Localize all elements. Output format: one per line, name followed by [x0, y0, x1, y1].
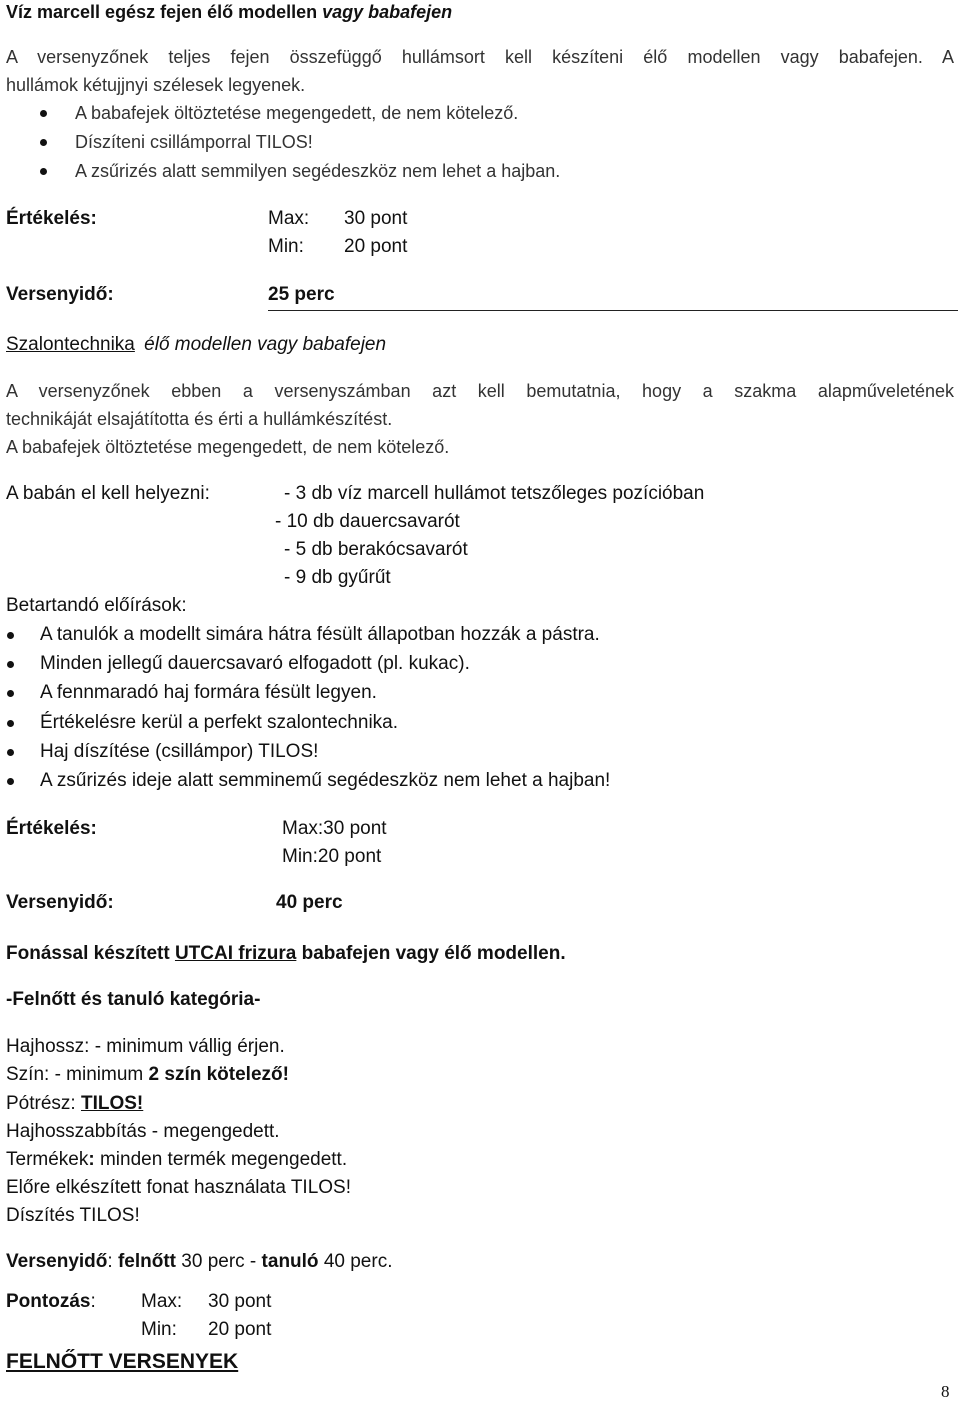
section3-title-underlined: UTCAI frizura [174, 943, 297, 964]
section1-max-value: 30 pont [344, 208, 408, 229]
section2-rule-6: A zsűrizés ideje alatt semminemű segédeszköz nem lehet a hajban! [40, 770, 611, 791]
section3-color-label: Szín: - minimum [6, 1064, 149, 1085]
section2-rule-2: Minden jellegű dauercsavaró elfogadott (pl. kukac). [40, 653, 470, 674]
section3-time-adult-value: 30 perc - [176, 1251, 262, 1272]
section1-title [6, 1, 452, 23]
section2-place-item-3: - 5 db berakócsavarót [284, 539, 468, 560]
section1-max-label: Max: [268, 208, 310, 229]
section2-place-label: A babán el kell helyezni: [6, 483, 210, 504]
section3-time-student-value: 40 perc. [318, 1251, 393, 1272]
section3-scoring-word: Pontozás [6, 1291, 91, 1312]
section3-max-label: Max: [141, 1291, 183, 1312]
section-divider [268, 310, 958, 311]
section2-time-value: 40 perc [276, 892, 343, 913]
section3-products-text: minden termék megengedett. [94, 1149, 348, 1170]
section3-title-part1: Fonással készített [6, 943, 175, 964]
section2-title-main: Szalontechnika [6, 334, 135, 355]
section3-prepared-braid: Előre elkészített fonat használata TILOS! [6, 1177, 352, 1198]
section2-place-item-1: - 3 db víz marcell hullámot tetszőleges pozícióban [284, 483, 705, 504]
section3-category: -Felnőtt és tanuló kategória- [6, 989, 261, 1010]
section1-bullet-3: A zsűrizés alatt semmilyen segédeszköz nem lehet a hajban. [75, 161, 561, 181]
section2-rules-label: Betartandó előírások: [6, 595, 187, 616]
section3-hair-length: Hajhossz: - minimum vállig érjen. [6, 1036, 285, 1057]
section2-title-italic: élő modellen vagy babafejen [144, 334, 387, 355]
page-number: 8 [941, 1382, 950, 1401]
section2-rule-4: Értékelésre kerül a perfekt szalontechnika. [40, 712, 399, 733]
bullet-icon [7, 749, 14, 756]
section3-color [6, 1063, 289, 1087]
section1-para-line2: hullámok kétujjnyi szélesek legyenek. [6, 75, 306, 95]
section1-bullet-2: Díszíteni csillámporral TILOS! [75, 132, 313, 152]
bullet-icon [40, 139, 47, 146]
section2-para-line2: technikáját elsajátította és érti a hullámkészítést. [6, 409, 393, 429]
section3-max-value: 30 pont [208, 1291, 272, 1312]
section3-title [6, 942, 566, 966]
bullet-icon [7, 690, 14, 697]
bullet-icon [7, 661, 14, 668]
section3-products [6, 1148, 347, 1172]
section1-time-value: 25 perc [268, 284, 335, 305]
section3-scoring-colon: : [90, 1291, 96, 1312]
section2-place-item-2: - 10 db dauercsavarót [275, 511, 460, 532]
section2-para-line1: A versenyzőnek ebben a versenyszámban azt kell bemutatnia, hogy a szakma alapműveletének [6, 381, 954, 401]
section2-time-label: Versenyidő: [6, 892, 114, 913]
section3-color-required: 2 szín kötelező! [148, 1064, 289, 1085]
section1-title-italic: vagy babafejen [322, 2, 453, 22]
section2-place-item-4: - 9 db gyűrűt [284, 567, 391, 588]
section2-rule-5: Haj díszítése (csillámpor) TILOS! [40, 741, 319, 762]
section1-time-label: Versenyidő: [6, 284, 114, 305]
section1-min-value: 20 pont [344, 236, 408, 257]
section3-min-label: Min: [141, 1319, 177, 1340]
bullet-icon [40, 110, 47, 117]
section3-decoration: Díszítés TILOS! [6, 1205, 140, 1226]
section1-para-line1: A versenyzőnek teljes fejen összefüggő hullámsort kell készíteni élő modellen vagy babafejen. A [6, 47, 954, 67]
section2-title [6, 333, 386, 357]
section3-extension-forbidden: TILOS! [80, 1093, 144, 1114]
section2-min: Min:20 pont [282, 846, 382, 867]
section3-time-student: tanuló [261, 1251, 319, 1272]
section3-hair-extension: Hajhosszabbítás - megengedett. [6, 1121, 280, 1142]
section1-title-main: Víz marcell egész fejen élő modellen [6, 2, 323, 22]
section3-title-part3: babafejen vagy élő modellen. [296, 943, 566, 964]
section3-extension-label: Pótrész: [6, 1093, 81, 1114]
section2-max: Max:30 pont [282, 818, 387, 839]
section3-time-label: Versenyidő [6, 1251, 108, 1272]
bullet-icon [7, 632, 14, 639]
section1-min-label: Min: [268, 236, 304, 257]
section1-bullet-1: A babafejek öltöztetése megengedett, de nem kötelező. [75, 103, 519, 123]
section3-competition-time [6, 1250, 392, 1274]
section2-para-line3: A babafejek öltöztetése megengedett, de nem kötelező. [6, 437, 450, 457]
section3-products-label: Termékek [6, 1149, 89, 1170]
bullet-icon [7, 778, 14, 785]
section3-scoring-label [6, 1290, 96, 1314]
adult-competitions-heading: FELNŐTT VERSENYEK [6, 1350, 239, 1373]
bullet-icon [40, 168, 47, 175]
section3-products-colon: : [88, 1149, 95, 1170]
section1-evaluation-label: Értékelés: [6, 208, 97, 229]
section3-extension-piece [6, 1092, 143, 1116]
section3-time-adult: felnőtt [117, 1251, 176, 1272]
section3-min-value: 20 pont [208, 1319, 272, 1340]
section3-time-colon: : [107, 1251, 118, 1272]
section2-rule-1: A tanulók a modellt simára hátra fésült állapotban hozzák a pástra. [40, 624, 600, 645]
bullet-icon [7, 720, 14, 727]
section2-rule-3: A fennmaradó haj formára fésült legyen. [40, 682, 377, 703]
section2-evaluation-label: Értékelés: [6, 818, 97, 839]
